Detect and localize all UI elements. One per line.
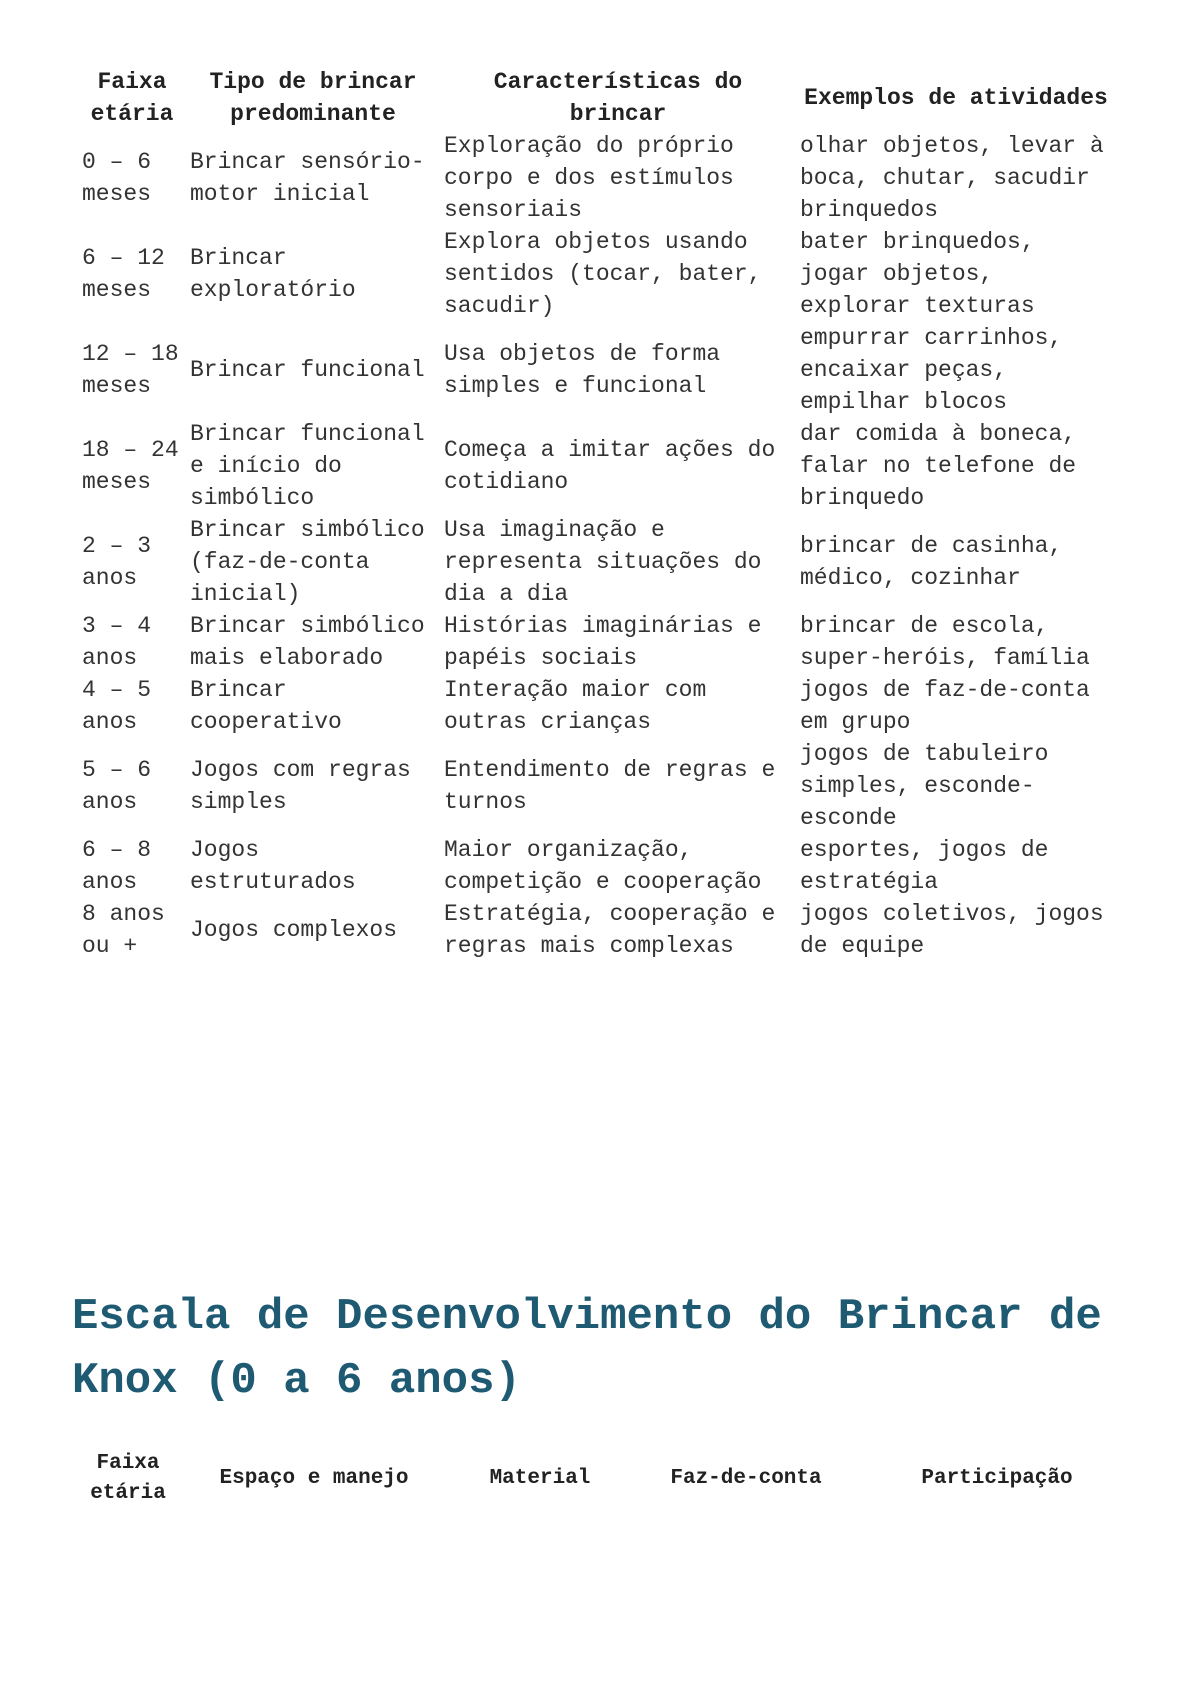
cell-examples: brincar de escola, super-heróis, família xyxy=(800,613,1090,671)
table-row xyxy=(78,674,1116,738)
cell-age-range: 0 – 6 meses xyxy=(82,149,152,207)
cell-characteristics: Entendimento de regras e turnos xyxy=(444,757,776,815)
cell-characteristics: Histórias imaginárias e papéis sociais xyxy=(444,613,762,671)
knox-scale-heading: Escala de Desenvolvimento do Brincar de Knox (0 a 6 anos) xyxy=(72,1292,1102,1406)
cell-age-range: 6 – 12 meses xyxy=(82,245,165,303)
cell-play-type: Brincar sensório-motor inicial xyxy=(190,149,425,207)
knox-scale-table xyxy=(78,1449,1132,1509)
table-row xyxy=(78,418,1116,514)
cell-examples: olhar objetos, levar à boca, chutar, sacudir brinquedos xyxy=(800,133,1104,223)
table-row xyxy=(78,610,1116,674)
header-play-type: Tipo de brincar predominante xyxy=(209,69,417,127)
cell-play-type: Brincar funcional xyxy=(190,357,425,383)
header-material: Material xyxy=(489,1467,591,1490)
header-pretend-play: Faz-de-conta xyxy=(670,1467,822,1490)
cell-examples: esportes, jogos de estratégia xyxy=(800,837,1049,895)
table-header-row xyxy=(78,66,1116,130)
cell-examples: jogos coletivos, jogos de equipe xyxy=(800,901,1104,959)
table-row xyxy=(78,738,1116,834)
table-row xyxy=(78,322,1116,418)
header-participation: Participação xyxy=(921,1467,1073,1490)
cell-characteristics: Usa objetos de forma simples e funcional xyxy=(444,341,721,399)
cell-examples: dar comida à boneca, falar no telefone de brinquedo xyxy=(800,421,1077,511)
header-age-range: Faixa etária xyxy=(90,69,174,127)
cell-examples: jogos de tabuleiro simples, esconde-esconde xyxy=(800,741,1049,831)
cell-play-type: Brincar funcional e início do simbólico xyxy=(190,421,425,511)
cell-characteristics: Começa a imitar ações do cotidiano xyxy=(444,437,776,495)
cell-play-type: Brincar cooperativo xyxy=(190,677,342,735)
table-row xyxy=(78,898,1116,962)
cell-characteristics: Interação maior com outras crianças xyxy=(444,677,707,735)
table-row xyxy=(78,514,1116,610)
cell-play-type: Brincar exploratório xyxy=(190,245,356,303)
cell-age-range: 2 – 3 anos xyxy=(82,533,152,591)
cell-characteristics: Maior organização, competição e cooperação xyxy=(444,837,762,895)
header-play-characteristics: Características do brincar xyxy=(493,69,743,127)
header-space-management: Espaço e manejo xyxy=(219,1467,409,1490)
cell-characteristics: Usa imaginação e representa situações do dia a dia xyxy=(444,517,762,607)
table-header-row xyxy=(78,1449,1132,1509)
cell-age-range: 8 anos ou + xyxy=(82,901,165,959)
play-development-table xyxy=(78,66,1116,962)
header-age-range: Faixa etária xyxy=(90,1452,166,1505)
table-row xyxy=(78,834,1116,898)
cell-age-range: 6 – 8 anos xyxy=(82,837,152,895)
cell-characteristics: Estratégia, cooperação e regras mais complexas xyxy=(444,901,776,959)
cell-age-range: 18 – 24 meses xyxy=(82,437,179,495)
cell-play-type: Jogos com regras simples xyxy=(190,757,411,815)
cell-age-range: 12 – 18 meses xyxy=(82,341,179,399)
cell-play-type: Brincar simbólico (faz-de-conta inicial) xyxy=(190,517,425,607)
cell-characteristics: Exploração do próprio corpo e dos estímulos sensoriais xyxy=(444,133,734,223)
cell-play-type: Jogos estruturados xyxy=(190,837,356,895)
cell-examples: bater brinquedos, jogar objetos, explorar texturas xyxy=(800,229,1035,319)
cell-age-range: 3 – 4 anos xyxy=(82,613,152,671)
header-activity-examples: Exemplos de atividades xyxy=(804,85,1108,111)
table-row xyxy=(78,130,1116,226)
cell-examples: empurrar carrinhos, encaixar peças, empilhar blocos xyxy=(800,325,1063,415)
cell-play-type: Jogos complexos xyxy=(190,917,398,943)
table-row xyxy=(78,226,1116,322)
cell-examples: jogos de faz-de-conta em grupo xyxy=(800,677,1090,735)
cell-age-range: 4 – 5 anos xyxy=(82,677,152,735)
cell-examples: brincar de casinha, médico, cozinhar xyxy=(800,533,1063,591)
cell-characteristics: Explora objetos usando sentidos (tocar, bater, sacudir) xyxy=(444,229,762,319)
cell-play-type: Brincar simbólico mais elaborado xyxy=(190,613,425,671)
cell-age-range: 5 – 6 anos xyxy=(82,757,152,815)
